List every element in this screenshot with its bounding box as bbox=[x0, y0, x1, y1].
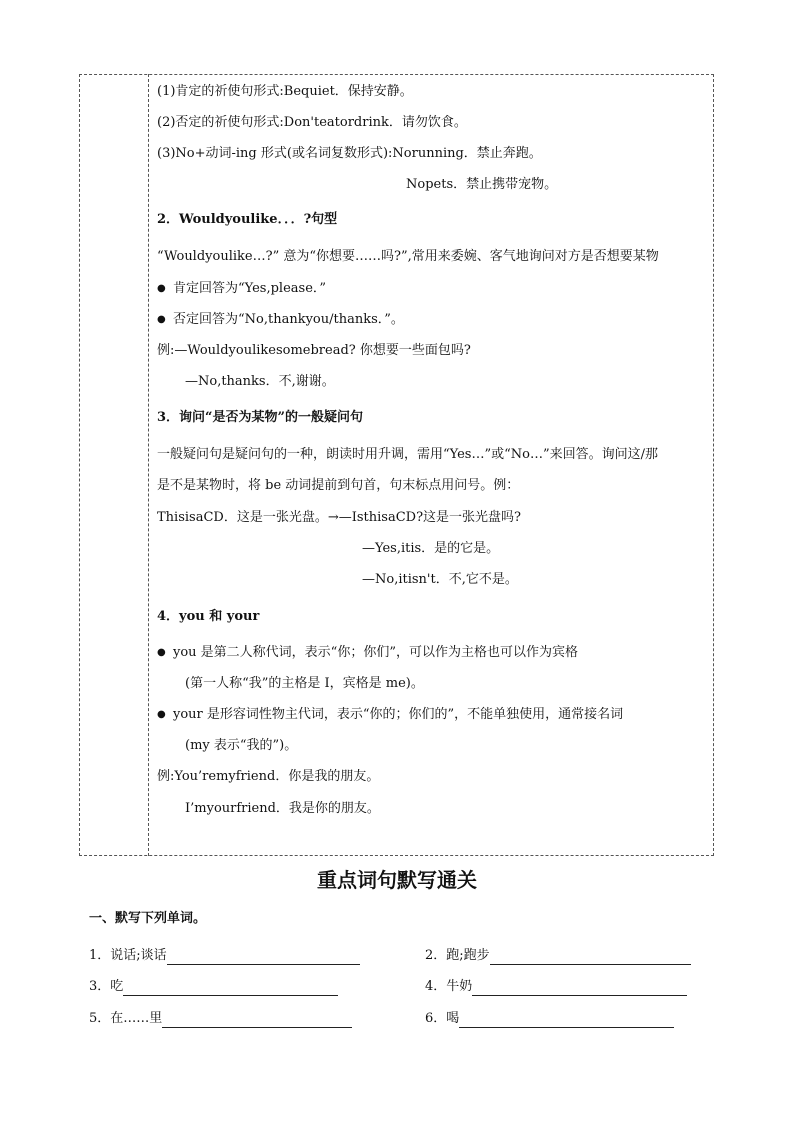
note-bullet-text: you 是第二人称代词，表示“你；你们”，可以作为主格也可以作为宾格 bbox=[173, 645, 578, 660]
exercise-item bbox=[89, 947, 360, 965]
exercise-item bbox=[425, 1010, 674, 1028]
exercise-item bbox=[89, 1010, 352, 1028]
note-line: 是不是某物时，将 be 动词提前到句首，句末标点用问号。例： bbox=[157, 478, 520, 493]
answer-blank[interactable] bbox=[472, 981, 687, 996]
note-bullet-text: your 是形容词性物主代词，表示“你的；你们的”，不能单独使用，通常接名词 bbox=[173, 707, 624, 722]
exercise-word: 说话;谈话 bbox=[110, 948, 167, 963]
exercise-number: 5． bbox=[89, 1011, 111, 1026]
note-line: 例:You’remyfriend．你是我的朋友。 bbox=[157, 769, 380, 784]
exercise-number: 6． bbox=[425, 1011, 447, 1026]
note-line: (my 表示“我的”)。 bbox=[185, 738, 298, 753]
exercise-word: 跑;跑步 bbox=[446, 948, 490, 963]
exercise-number: 4． bbox=[425, 979, 447, 994]
note-bullet-text: 肯定回答为“Yes,please．” bbox=[173, 281, 327, 296]
answer-blank[interactable] bbox=[167, 950, 360, 965]
bullet-icon: ● bbox=[157, 709, 166, 720]
exercise-item bbox=[89, 978, 338, 996]
exercise-word: 牛奶 bbox=[446, 979, 473, 994]
bullet-icon: ● bbox=[157, 283, 166, 294]
answer-blank[interactable] bbox=[490, 950, 691, 965]
table-column-divider bbox=[148, 74, 149, 856]
note-heading: 2．Wouldyoulike．．．?句型 bbox=[157, 212, 338, 227]
exercise-item bbox=[425, 947, 691, 965]
exercise-word: 在……里 bbox=[110, 1011, 163, 1026]
answer-blank[interactable] bbox=[459, 1013, 674, 1028]
note-line: 一般疑问句是疑问句的一种，朗读时用升调，需用“Yes…”或“No…”来回答。询问这/那 bbox=[157, 447, 658, 462]
exercise-number: 3． bbox=[89, 979, 111, 994]
note-line: ThisisaCD．这是一张光盘。→—IsthisaCD?这是一张光盘吗? bbox=[157, 510, 522, 525]
bullet-icon: ● bbox=[157, 314, 166, 325]
note-line: I’myourfriend．我是你的朋友。 bbox=[185, 801, 380, 816]
note-line: “Wouldyoulike…?” 意为“你想要……吗?”,常用来委婉、客气地询问对方是否想要某物 bbox=[157, 249, 659, 264]
note-line: —No,itisn't．不,它不是。 bbox=[362, 572, 518, 587]
exercise-word: 吃 bbox=[110, 979, 124, 994]
answer-blank[interactable] bbox=[162, 1013, 352, 1028]
note-line: (3)No+动词-ing 形式(或名词复数形式):Norunning．禁止奔跑。 bbox=[157, 146, 542, 161]
note-line: (1)肯定的祈使句形式:Bequiet．保持安静。 bbox=[157, 84, 413, 99]
note-bullet-text: 否定回答为“No,thankyou/thanks．”。 bbox=[173, 312, 404, 327]
exercise-word: 喝 bbox=[446, 1011, 460, 1026]
note-line: (第一人称“我”的主格是 I，宾格是 me)。 bbox=[185, 676, 424, 691]
exercise-number: 1． bbox=[89, 948, 111, 963]
section-title: 重点词句默写通关 bbox=[317, 868, 477, 892]
answer-blank[interactable] bbox=[123, 981, 338, 996]
exercise-item bbox=[425, 978, 687, 996]
note-line: Nopets．禁止携带宠物。 bbox=[406, 177, 558, 192]
exercise-heading: 一、默写下列单词。 bbox=[89, 911, 207, 926]
exercise-number: 2． bbox=[425, 948, 447, 963]
bullet-icon: ● bbox=[157, 647, 166, 658]
note-line: —No,thanks．不,谢谢。 bbox=[185, 374, 335, 389]
note-line: (2)否定的祈使句形式:Don'teatordrink．请勿饮食。 bbox=[157, 115, 467, 130]
notes-table bbox=[79, 74, 714, 856]
note-heading: 3．询问“是否为某物”的一般疑问句 bbox=[157, 410, 364, 425]
note-line: —Yes,itis．是的它是。 bbox=[362, 541, 500, 556]
note-heading: 4．you 和 your bbox=[157, 609, 260, 624]
note-line: 例:—Wouldyoulikesomebread? 你想要一些面包吗? bbox=[157, 343, 471, 358]
